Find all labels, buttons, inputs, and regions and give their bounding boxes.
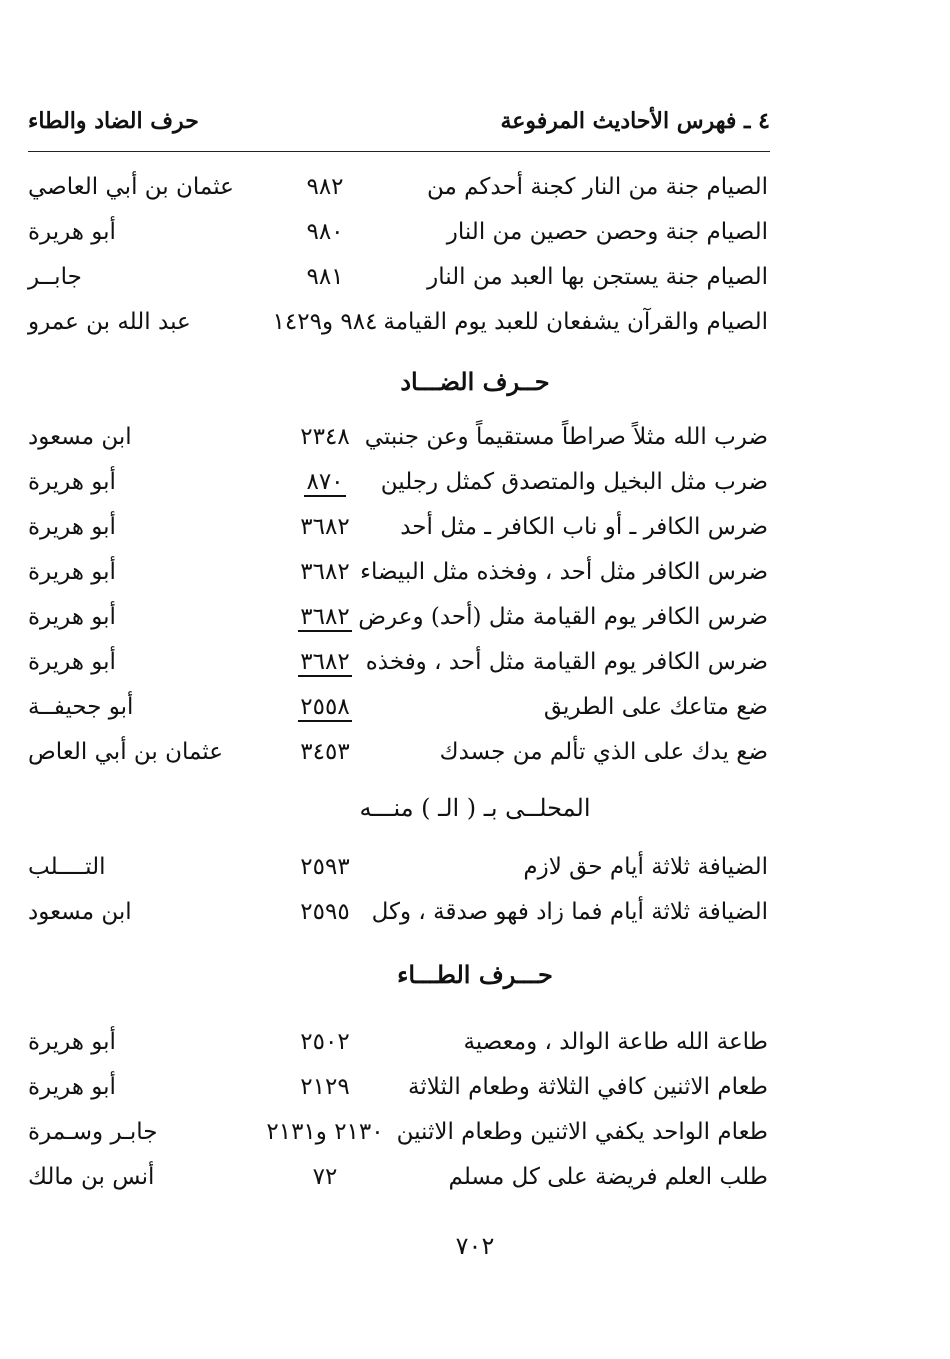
hadith-text: الصيام جنة يستجن بها العبد من النار <box>427 264 768 290</box>
index-row <box>0 845 950 889</box>
hadith-text: الصيام جنة من النار كجنة أحدكم من <box>426 174 768 200</box>
hadith-text: طاعة الله طاعة الوالد ، ومعصية <box>463 1029 768 1055</box>
index-row <box>0 1155 950 1199</box>
narrator: أبو هريرة <box>28 649 116 675</box>
hadith-text: طعام الواحد يكفي الاثنين وطعام الاثنين <box>396 1119 768 1145</box>
index-row <box>0 460 950 504</box>
hadith-text: ضرس الكافر يوم القيامة مثل أحد ، وفخذه <box>365 649 768 675</box>
hadith-text: الصيام جنة وحصن حصين من النار <box>446 219 768 245</box>
hadith-number: ٣٤٥٣ <box>300 739 350 765</box>
hadith-text: طعام الاثنين كافي الثلاثة وطعام الثلاثة <box>408 1074 768 1100</box>
page-header <box>28 104 770 144</box>
header-index-title: ٤ ـ فهرس الأحاديث المرفوعة <box>500 108 770 134</box>
header-rule <box>28 151 770 152</box>
index-row <box>0 685 950 729</box>
index-row <box>0 595 950 639</box>
hadith-text: ضرس الكافر يوم القيامة مثل (أحد) وعرض <box>358 604 768 630</box>
narrator: أبو هريرة <box>28 514 116 540</box>
index-row <box>0 300 950 344</box>
narrator: عثمان بن أبي العاصي <box>28 174 234 200</box>
index-row <box>0 255 950 299</box>
narrator: أبو هريرة <box>28 469 116 495</box>
hadith-text: ضرس الكافر مثل أحد ، وفخذه مثل البيضاء <box>360 559 768 585</box>
hadith-text: الصيام والقرآن يشفعان للعبد يوم القيامة <box>383 309 768 335</box>
section-heading-taa: حـــرف الطـــاء <box>397 960 553 989</box>
hadith-text: ضرب مثل البخيل والمتصدق كمثل رجلين <box>380 469 768 495</box>
hadith-number: ٢٥٥٨ <box>300 694 350 720</box>
hadith-number: ٢١٢٩ <box>300 1074 350 1100</box>
narrator: أبو جحيفــة <box>28 694 134 720</box>
hadith-number: ٩٨٢ <box>306 174 344 200</box>
narrator: ابن مسعود <box>28 424 132 450</box>
narrator: أبو هريرة <box>28 559 116 585</box>
index-row <box>0 1020 950 1064</box>
hadith-number: ٩٨٤ و١٤٢٩ <box>272 309 378 335</box>
page-number: ٧٠٢ <box>455 1232 495 1260</box>
narrator: أبو هريرة <box>28 1029 116 1055</box>
header-section-title: حرف الضاد والطاء <box>28 108 199 134</box>
hadith-number: ٢٥٩٣ <box>300 854 350 880</box>
hadith-text: ضرس الكافر ـ أو ناب الكافر ـ مثل أحد <box>400 514 768 540</box>
hadith-number: ٣٦٨٢ <box>300 604 350 630</box>
index-row <box>0 415 950 459</box>
hadith-text: ضرب الله مثلاً صراطاً مستقيماً وعن جنبتي <box>364 424 768 450</box>
hadith-number: ٢١٣٠ و٢١٣١ <box>266 1119 384 1145</box>
section-heading-mohalla: المحلــى بـ ( الـ ) منـــه <box>359 794 591 822</box>
narrator: جابـر وسـمرة <box>28 1119 158 1145</box>
hadith-text: الضيافة ثلاثة أيام حق لازم <box>523 854 768 880</box>
hadith-text: ضع متاعك على الطريق <box>543 694 768 720</box>
narrator: التــــلب <box>28 854 106 880</box>
hadith-number: ٩٨١ <box>306 264 344 290</box>
narrator: ابن مسعود <box>28 899 132 925</box>
hadith-text: الضيافة ثلاثة أيام فما زاد فهو صدقة ، وكل <box>371 899 768 925</box>
index-row <box>0 730 950 774</box>
narrator: عثمان بن أبي العاص <box>28 739 223 765</box>
hadith-number: ٢٥٠٢ <box>300 1029 350 1055</box>
hadith-number: ٣٦٨٢ <box>300 514 350 540</box>
index-row <box>0 1110 950 1154</box>
hadith-number: ٢٣٤٨ <box>300 424 350 450</box>
section-heading-dad: حــرف الضـــاد <box>400 367 550 396</box>
index-row <box>0 1065 950 1109</box>
hadith-number: ٣٦٨٢ <box>300 649 350 675</box>
index-row <box>0 505 950 549</box>
hadith-number: ٧٢ <box>312 1164 338 1190</box>
hadith-number: ٩٨٠ <box>306 219 344 245</box>
index-row <box>0 640 950 684</box>
narrator: أنس بن مالك <box>28 1164 155 1190</box>
hadith-text: طلب العلم فريضة على كل مسلم <box>448 1164 768 1190</box>
hadith-number: ٢٥٩٥ <box>300 899 350 925</box>
index-row <box>0 210 950 254</box>
hadith-text: ضع يدك على الذي تألم من جسدك <box>439 739 768 765</box>
narrator: أبو هريرة <box>28 604 116 630</box>
narrator: عبد الله بن عمرو <box>28 309 191 335</box>
index-row <box>0 550 950 594</box>
narrator: أبو هريرة <box>28 1074 116 1100</box>
index-row <box>0 165 950 209</box>
hadith-number: ٨٧٠ <box>306 469 344 495</box>
narrator: جابــر <box>28 264 82 290</box>
narrator: أبو هريرة <box>28 219 116 245</box>
index-row <box>0 890 950 934</box>
hadith-number: ٣٦٨٢ <box>300 559 350 585</box>
